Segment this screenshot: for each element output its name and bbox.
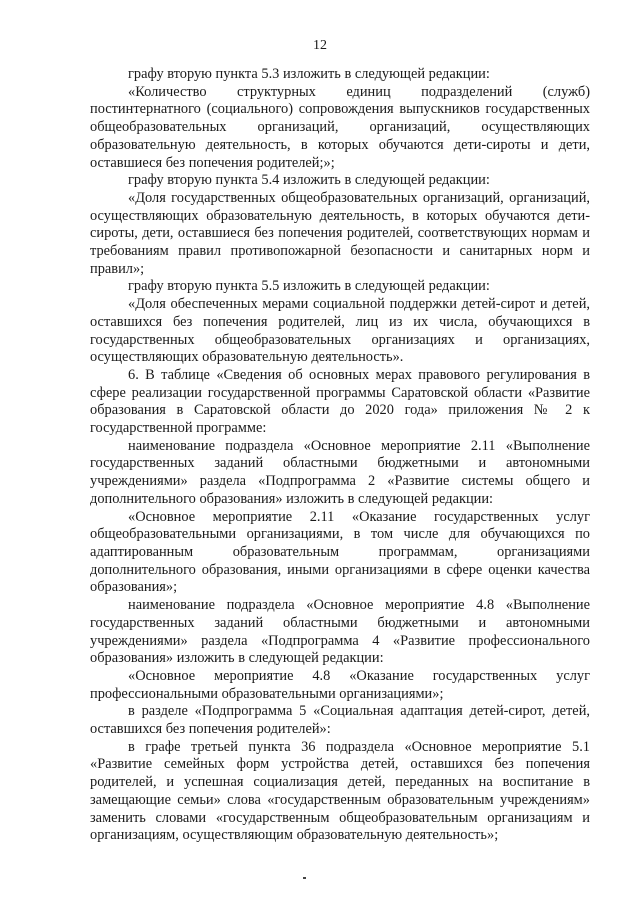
paragraph: «Основное мероприятие 2.11 «Оказание государственных услуг общеобразовательными организациями, в том числе для обучающихся по адаптированным образовательным программам, организациями дополнительного образования, иными организациями в сфере оценки качества образования»; <box>90 508 590 596</box>
paragraph: «Доля государственных общеобразовательных организаций, организаций, осуществляющих образовательную деятельность, в которых обучаются дети-сироты, дети, оставшиеся без попечения родителей, соответствующих нормам и требованиям правил противопожарной безопасности и санитарных норм и правил»; <box>90 189 590 277</box>
paragraph: графу вторую пункта 5.4 изложить в следующей редакции: <box>128 172 490 189</box>
paragraph: в графе третьей пункта 36 подраздела «Основное мероприятие 5.1 «Развитие семейных форм устройства детей, оставшихся без попечения родителей, и успешная социализация детей, переданных на воспитание в замещающие семьи» слова «государственным образовательным учреждениям» заменить словами «государственным общеобразовательным организациям и организациям, осуществляющим образовательную деятельность»; <box>90 738 590 844</box>
paragraph: «Доля обеспеченных мерами социальной поддержки детей-сирот и детей, оставшихся без попечения родителей, лиц из их числа, обучающихся в государственных общеобразовательных организациях и организациях, осуществляющих образовательную деятельность». <box>90 296 590 366</box>
paragraph: 6. В таблице «Сведения об основных мерах правового регулирования в сфере реализации государственной программы Саратовской области «Развитие образования в Саратовской области до 2020 года» приложения № 2 к государственной программе: <box>90 366 590 437</box>
paragraph: графу вторую пункта 5.3 изложить в следующей редакции: <box>128 66 490 82</box>
paragraph: «Основное мероприятие 4.8 «Оказание государственных услуг профессиональными образовательными организациями»; <box>90 667 590 702</box>
paragraph: наименование подраздела «Основное мероприятие 4.8 «Выполнение государственных заданий областными бюджетными и автономными учреждениями» раздела «Подпрограмма 4 «Развитие профессионального образования» изложить в следующей редакции: <box>90 597 590 667</box>
paragraph: графу вторую пункта 5.5 изложить в следующей редакции: <box>128 278 490 295</box>
page-number: 12 <box>313 38 327 53</box>
paragraph: в разделе «Подпрограмма 5 «Социальная адаптация детей-сирот, детей, оставшихся без попечения родителей»: <box>90 703 590 738</box>
paragraph: наименование подраздела «Основное мероприятие 2.11 «Выполнение государственных заданий областными бюджетными и автономными учреждениями» раздела «Подпрограмма 2 «Развитие системы общего и дополнительного образования» изложить в следующей редакции: <box>90 437 590 507</box>
paragraph: «Количество структурных единиц подразделений (служб) постинтернатного (социального) сопровождения выпускников государственных общеобразовательных организаций, организаций, осуществляющих образовательную деятельность, в которых обучаются дети-сироты и дети, оставшиеся без попечения родителей;»; <box>90 83 590 171</box>
scan-speck <box>303 877 306 879</box>
document-body <box>90 66 590 845</box>
